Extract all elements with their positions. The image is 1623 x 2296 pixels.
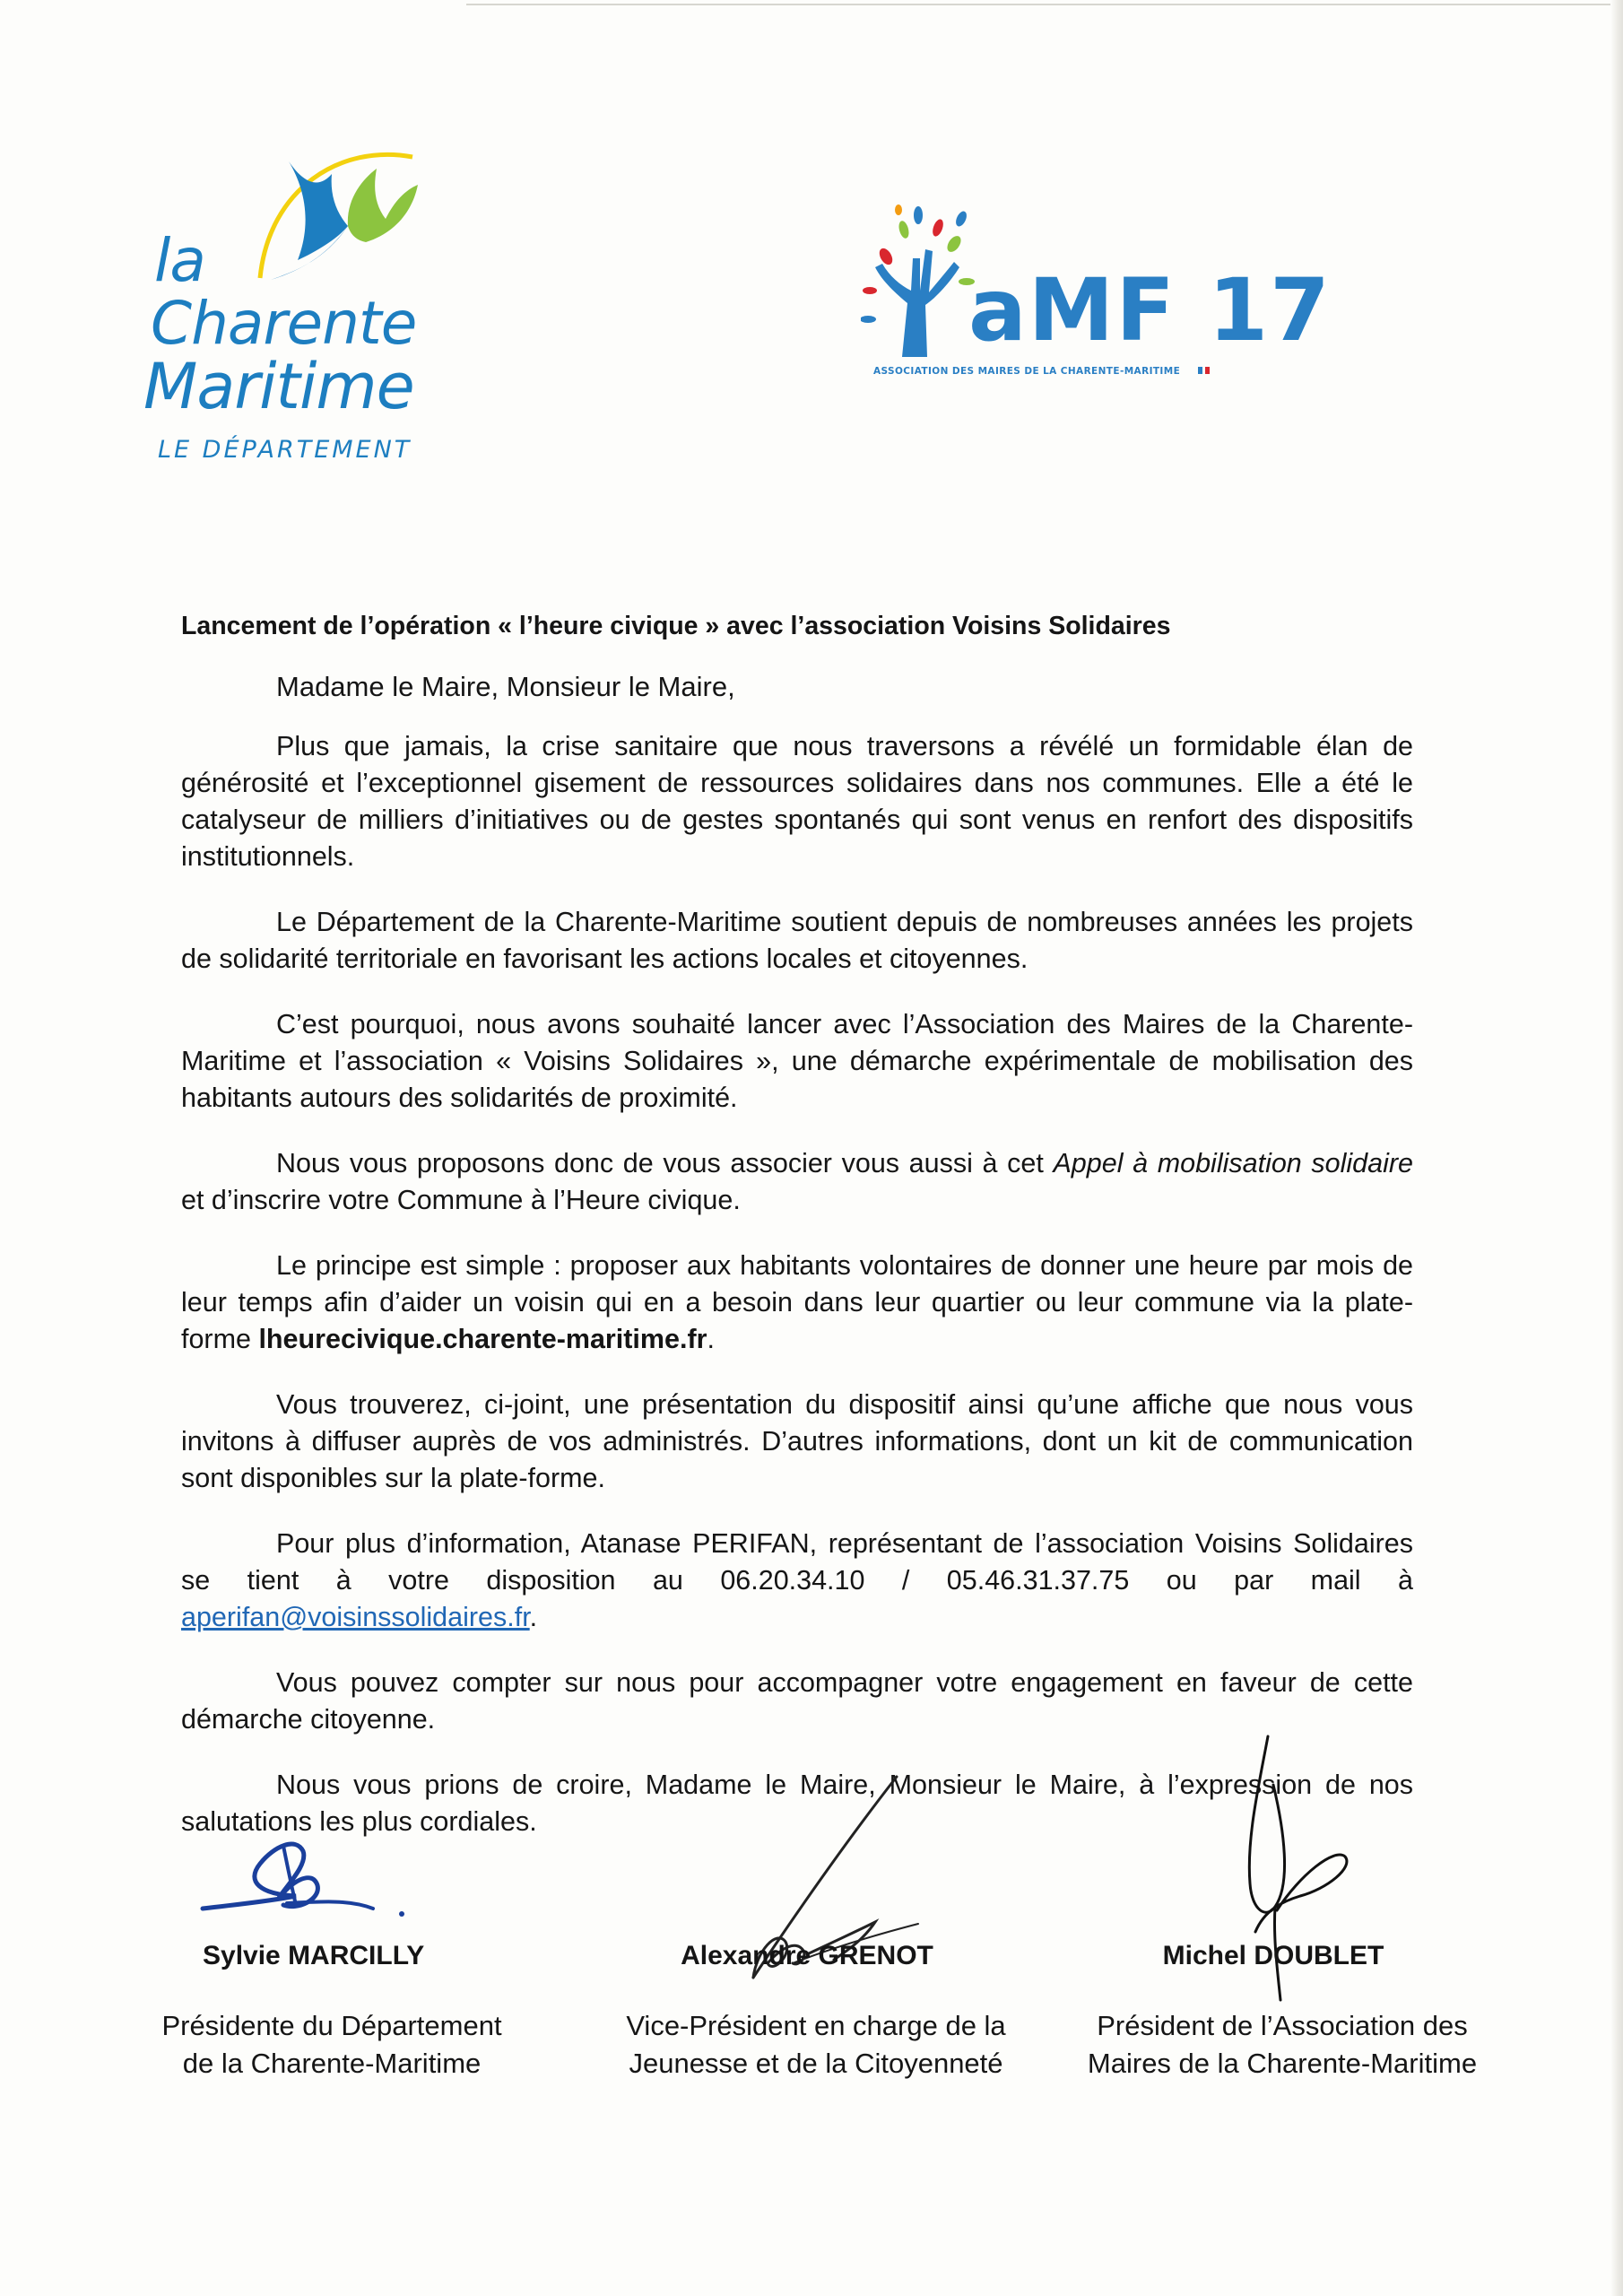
signature-block-grenot [592, 1771, 1040, 2112]
flag-icon [1198, 366, 1211, 375]
signatory-role [592, 2007, 1040, 2083]
paragraph: Le Département de la Charente-Maritime soutient depuis de nombreuses années les projets de solidarité territoriale en favorisant les actions locales et citoyennes. [181, 907, 1413, 974]
signature-block-marcilly [126, 1819, 538, 2106]
departement-logo [143, 126, 466, 475]
signatory-name: Michel DOUBLET [1162, 1941, 1384, 1970]
paragraph-text: . [707, 1324, 715, 1354]
signatory-role [126, 2007, 538, 2083]
paragraph-text: Pour plus d’information, Atanase PERIFAN, représentant de l’association Voisins Solidaires se tient à votre disposition au 06.20.34.10 / 05.46.31.37.75 ou par mail à [181, 1528, 1413, 1596]
role-line: Présidente du Département [161, 2010, 502, 2041]
paragraph: Nous vous prions de croire, Madame le Maire, Monsieur le Maire, à l’expression de nos salutations les plus cordiales. [181, 1770, 1413, 1837]
letter-body [181, 728, 1413, 1840]
birds-logo-icon [242, 126, 421, 305]
scan-border-top [466, 4, 1623, 5]
paragraph: Plus que jamais, la crise sanitaire que nous traversons a révélé un formidable élan de générosité et l’exceptionnel gisement de ressources solidaires dans nos communes. Elle a été le catalyseur de milliers d’initiatives ou de gestes spontanés qui sont venus en renfort des dispositifs institutionnels. [181, 731, 1413, 872]
amf-subtitle: ASSOCIATION DES MAIRES DE LA CHARENTE-MARITIME [873, 366, 1181, 377]
letter-salutation: Madame le Maire, Monsieur le Maire, [276, 671, 735, 702]
amf-wordmark: aMF 17 [968, 260, 1332, 361]
italic-phrase: Appel à mobilisation solidaire [1053, 1148, 1413, 1178]
logo-text-maritime: Maritime [143, 350, 414, 423]
platform-url: lheurecivique.charente-maritime.fr [258, 1324, 707, 1354]
role-line: Vice-Président en charge de la [626, 2010, 1006, 2041]
paragraph-text: Le principe est simple : proposer aux habitants volontaires de donner une heure par mois de leur temps afin d’aider un voisin qui en a besoin dans leur quartier ou leur commune via la plate-forme [181, 1250, 1413, 1354]
role-line: de la Charente-Maritime [182, 2048, 482, 2079]
paragraph: Vous trouverez, ci-joint, une présentation du dispositif ainsi qu’une affiche que nous vous invitons à diffuser auprès de vos administrés. D’autres informations, dont un kit de communication sont disponibles sur la plate-forme. [181, 1389, 1413, 1493]
signature-block-doublet [1049, 1731, 1515, 2108]
paragraph: Vous pouvez compter sur nous pour accompagner votre engagement en faveur de cette démarche citoyenne. [181, 1667, 1413, 1735]
paragraph-text: . [529, 1602, 538, 1632]
paragraph: C’est pourquoi, nous avons souhaité lancer avec l’Association des Maires de la Charente-Maritime et l’association « Voisins Solidaires », une démarche expérimentale de mobilisation des habitants autours des solidarités de proximité. [181, 1009, 1413, 1113]
logo-text-charente: Charente [151, 289, 417, 358]
scan-border-right [1610, 0, 1623, 2296]
logo-text-departement: LE DÉPARTEMENT [158, 436, 412, 464]
email-link[interactable]: aperifan@voisinssolidaires.fr [181, 1602, 530, 1632]
paragraph [181, 1145, 1413, 1219]
signatory-name: Sylvie MARCILLY [203, 1941, 425, 1970]
tree-hand-icon [861, 204, 977, 361]
amf17-logo [861, 204, 1345, 384]
handwritten-signature-marcilly [197, 1819, 430, 1935]
role-line: Président de l’Association des [1097, 2010, 1468, 2041]
role-line: Maires de la Charente-Maritime [1087, 2048, 1478, 2079]
paragraph [181, 1248, 1413, 1358]
logo-text-la: la [154, 226, 205, 295]
role-line: Jeunesse et de la Citoyenneté [629, 2048, 1003, 2079]
letter-subject: Lancement de l’opération « l’heure civique » avec l’association Voisins Solidaires [181, 612, 1171, 640]
paragraph [181, 1526, 1413, 1636]
signatory-name: Alexandre GRENOT [681, 1941, 933, 1970]
signatory-role [1049, 2007, 1515, 2083]
paragraph-text: Nous vous proposons donc de vous associer vous aussi à cet [276, 1148, 1044, 1178]
paragraph-text: et d’inscrire votre Commune à l’Heure civique. [181, 1185, 741, 1215]
